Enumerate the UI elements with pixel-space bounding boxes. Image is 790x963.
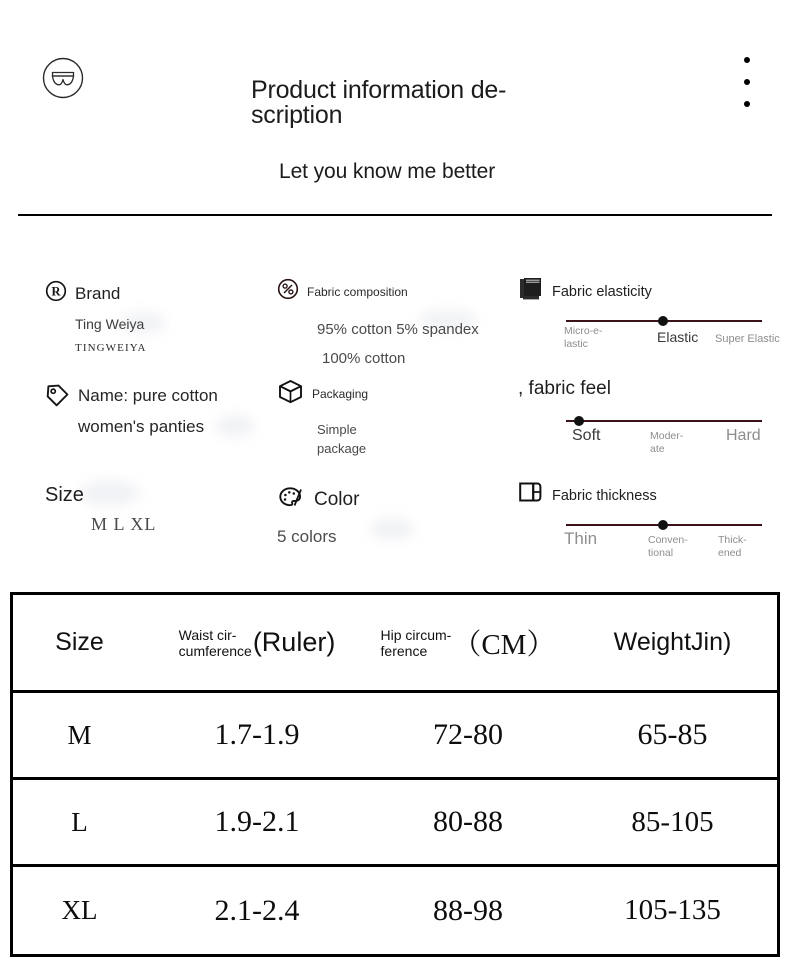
thickness-label-thickened: Thick- ened	[718, 534, 747, 559]
fabric-thickness-slider[interactable]	[566, 524, 762, 559]
cell-weight: 105-135	[624, 894, 721, 926]
feature-brand-value-latin: TINGWEIYA	[75, 342, 147, 354]
feature-color	[277, 484, 359, 548]
table-row	[13, 693, 777, 780]
slider-track	[566, 320, 762, 322]
feature-size-value: M L XL	[91, 514, 157, 534]
header-cell-waist	[146, 595, 368, 690]
table-row	[13, 867, 777, 954]
header-waist-text: Waist cir- cumference	[178, 626, 252, 659]
panties-circle-icon	[42, 57, 84, 99]
feature-fabric-feel-label: , fabric feel	[518, 378, 611, 399]
cell-waist: 1.9-2.1	[214, 805, 300, 838]
fabric-roll-icon	[518, 480, 544, 511]
feature-fabric-elasticity	[518, 276, 780, 350]
feature-fabric-composition	[277, 278, 479, 373]
svg-text:R: R	[51, 284, 61, 299]
page-title-line-1: Product information de-	[251, 76, 507, 104]
header-cell-hip	[368, 595, 568, 690]
header-cell-size: Size	[55, 628, 104, 656]
feel-label-moderate: Moder- ate	[650, 430, 684, 455]
palette-icon	[277, 484, 304, 516]
size-table-header-row	[13, 595, 777, 693]
menu-dot	[744, 101, 750, 107]
page-subtitle: Let you know me better	[279, 160, 496, 183]
header-waist-unit: (Ruler)	[252, 627, 336, 657]
feature-brand	[45, 280, 147, 360]
fabric-composition-option-1: 95% cotton 5% spandex	[317, 321, 479, 338]
header-divider	[18, 214, 772, 216]
feature-fabric-thickness	[518, 480, 747, 559]
more-vertical-icon[interactable]	[744, 57, 754, 107]
cell-size: L	[71, 806, 88, 837]
fabric-feel-slider[interactable]	[566, 420, 762, 455]
feature-color-value: 5 colors	[277, 527, 337, 546]
cell-hip: 80-88	[433, 805, 503, 838]
feel-label-hard: Hard	[726, 427, 761, 444]
feature-brand-label: Brand	[75, 283, 121, 303]
page-header	[0, 0, 790, 216]
feature-fabric-elasticity-label: Fabric elasticity	[552, 283, 652, 300]
cell-waist: 1.7-1.9	[214, 718, 300, 751]
feel-label-soft: Soft	[572, 427, 601, 444]
table-row	[13, 780, 777, 867]
cell-size: M	[67, 719, 92, 750]
fabric-elasticity-slider[interactable]	[564, 320, 780, 355]
thickness-label-thin: Thin	[564, 529, 598, 548]
feature-packaging-label: Packaging	[312, 387, 369, 401]
feature-fabric-thickness-label: Fabric thickness	[552, 487, 657, 504]
slider-track	[566, 524, 762, 526]
elasticity-label-elastic: Elastic	[657, 329, 699, 345]
cell-hip: 88-98	[433, 893, 503, 927]
cell-weight: 65-85	[637, 718, 708, 751]
fabric-composition-option-2: 100% cotton	[322, 350, 406, 367]
cell-size: XL	[61, 895, 98, 925]
packaging-value-line-1: Simple	[317, 422, 357, 437]
cell-hip: 72-80	[433, 718, 503, 751]
header-cell-weight: WeightJin)	[613, 628, 732, 656]
header-hip-text: Hip circum- ference	[380, 626, 452, 659]
feature-size	[45, 484, 156, 535]
feature-name-line-2: women's panties	[78, 417, 205, 436]
page-title	[251, 78, 551, 128]
menu-dot	[744, 79, 750, 85]
packaging-value-line-2: package	[317, 441, 367, 456]
feature-grid	[0, 262, 790, 572]
registered-trademark-icon	[45, 280, 67, 307]
elasticity-label-micro: Micro-e- lastic	[564, 325, 603, 350]
open-box-icon	[277, 378, 304, 410]
slider-track	[566, 420, 762, 422]
feature-name	[45, 380, 218, 442]
thickness-label-conventional: Conven- tional	[648, 534, 688, 559]
cell-waist: 2.1-2.4	[214, 893, 300, 927]
feature-packaging	[277, 378, 368, 458]
price-tag-icon	[45, 383, 70, 413]
page-title-line-2: scription	[251, 101, 343, 129]
header-hip-unit: （CM）	[452, 629, 556, 661]
feature-name-value	[78, 380, 218, 442]
size-table	[10, 592, 780, 957]
feature-brand-value: Ting Weiya	[75, 316, 145, 332]
percent-circle-icon	[277, 278, 299, 305]
menu-dot	[744, 57, 750, 63]
feature-name-line-1: Name: pure cotton	[78, 386, 218, 405]
cell-weight: 85-105	[631, 805, 714, 838]
fabric-swatch-icon	[518, 276, 544, 307]
feature-fabric-feel	[518, 378, 761, 455]
feature-fabric-composition-label: Fabric composition	[307, 284, 408, 299]
feature-color-label: Color	[314, 489, 360, 510]
elasticity-label-super: Super Elastic	[715, 333, 780, 345]
feature-size-label: Size	[45, 484, 84, 506]
